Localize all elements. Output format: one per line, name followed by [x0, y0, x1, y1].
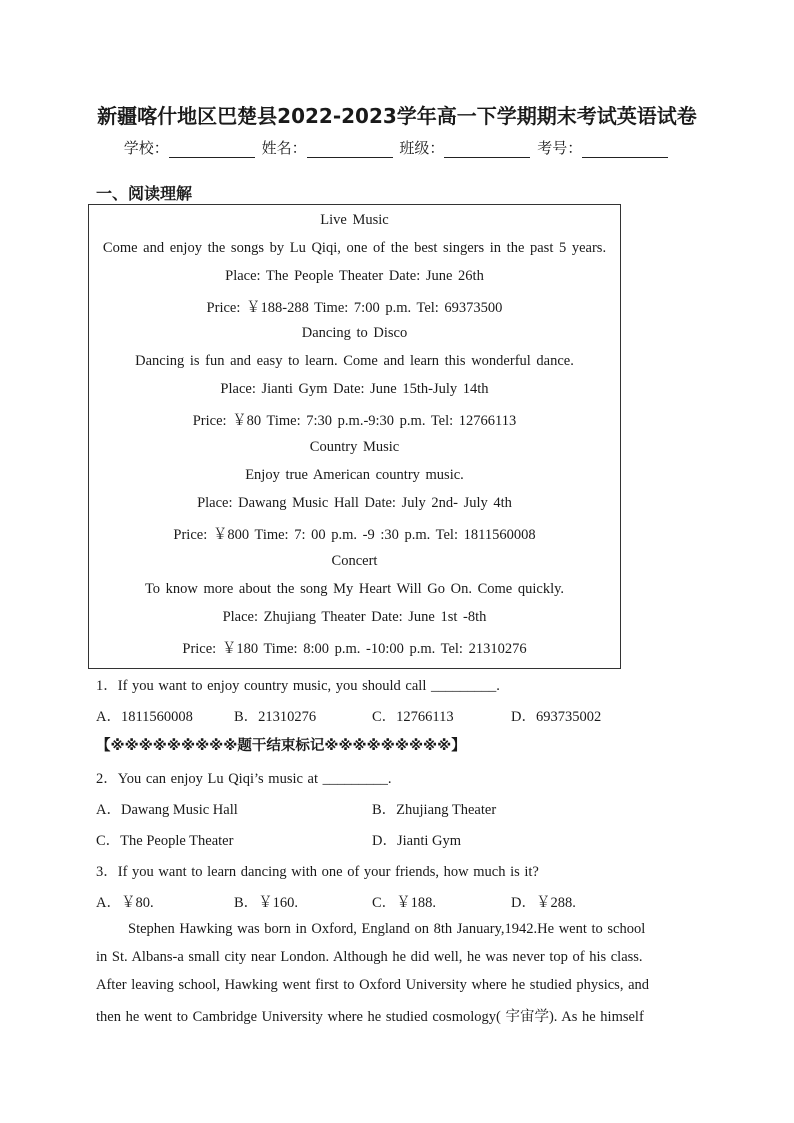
passage-line: in St. Albans-a small city near London. Although he did well, he was never top of his class. [96, 949, 643, 965]
passage-line: After leaving school, Hawking went first to Oxford University where he studied physics, and [96, 977, 650, 993]
exam-no-label: 考号： [537, 139, 583, 157]
ad-line: Place: Dawang Music Hall Date: July 2nd- July 4th [197, 495, 512, 511]
ad-line: Come and enjoy the songs by Lu Qiqi, one of the best singers in the past 5 years. [102, 240, 607, 256]
ad-line: Price: ￥180 Time: 8:00 p.m. -10:00 p.m. Tel: 21310276 [182, 641, 527, 657]
ad-line: Dancing is fun and easy to learn. Come and learn this wonderful dance. [135, 353, 574, 369]
class-label: 班级： [399, 139, 445, 157]
student-info-line [0, 137, 794, 158]
ad-line: Price: ￥188-288 Time: 7:00 p.m. Tel: 69373500 [206, 300, 503, 316]
ads-box [88, 204, 621, 669]
school-blank [169, 143, 255, 158]
q1-option-d[interactable]: D．693735002 [511, 709, 602, 725]
q1-option-b[interactable]: B．21310276 [234, 709, 317, 725]
ad-line: Place: Zhujiang Theater Date: June 1st -8th [222, 609, 487, 625]
q2-option-a[interactable]: A．Dawang Music Hall [96, 802, 238, 818]
ad-line: Country Music [309, 439, 400, 455]
ad-line: Place: Jianti Gym Date: June 15th-July 14th [220, 381, 489, 397]
exam-no-blank [582, 143, 668, 158]
section-title: 一、阅读理解 [96, 184, 193, 203]
q1-option-c[interactable]: C．12766113 [372, 709, 454, 725]
q2-stem: 2．You can enjoy Lu Qiqi’s music at _________. [96, 771, 392, 787]
q2-option-d[interactable]: D．Jianti Gym [372, 833, 462, 849]
ad-line: Dancing to Disco [301, 325, 408, 341]
q3-option-c[interactable]: C．￥188. [372, 895, 437, 911]
ad-line: Enjoy true American country music. [245, 467, 464, 483]
q3-option-a[interactable]: A．￥80. [96, 895, 154, 911]
ad-line: Concert [331, 553, 378, 569]
name-blank [307, 143, 393, 158]
school-label: 学校： [123, 139, 169, 157]
q3-option-d[interactable]: D．￥288. [511, 895, 576, 911]
class-blank [444, 143, 530, 158]
ad-line: Price: ￥80 Time: 7:30 p.m.-9:30 p.m. Tel: 12766113 [192, 413, 517, 429]
passage-line: Stephen Hawking was born in Oxford, England on 8th January,1942.He went to school [128, 921, 646, 937]
q3-option-b[interactable]: B．￥160. [234, 895, 299, 911]
ad-line: Place: The People Theater Date: June 26th [225, 268, 484, 284]
q1-stem: 1．If you want to enjoy country music, you should call _________. [96, 678, 500, 694]
q3-stem: 3．If you want to learn dancing with one of your friends, how much is it? [96, 864, 539, 880]
question-end-marker: 【※※※※※※※※※题干结束标记※※※※※※※※※】 [96, 738, 466, 754]
ad-line: Price: ￥800 Time: 7: 00 p.m. -9 :30 p.m. Tel: 1811560008 [173, 527, 536, 543]
q1-option-a[interactable]: A．1811560008 [96, 709, 193, 725]
passage-line: then he went to Cambridge University where he studied cosmology( 宇宙学). As he himself [96, 1009, 644, 1025]
name-label: 姓名： [261, 139, 307, 157]
ad-line: Live Music [320, 212, 389, 228]
q2-option-b[interactable]: B．Zhujiang Theater [372, 802, 497, 818]
page-title: 新疆喀什地区巴楚县2022-2023学年高一下学期期末考试英语试卷 [97, 104, 697, 128]
ad-line: To know more about the song My Heart Will Go On. Come quickly. [144, 581, 565, 597]
q2-option-c[interactable]: C．The People Theater [96, 833, 234, 849]
